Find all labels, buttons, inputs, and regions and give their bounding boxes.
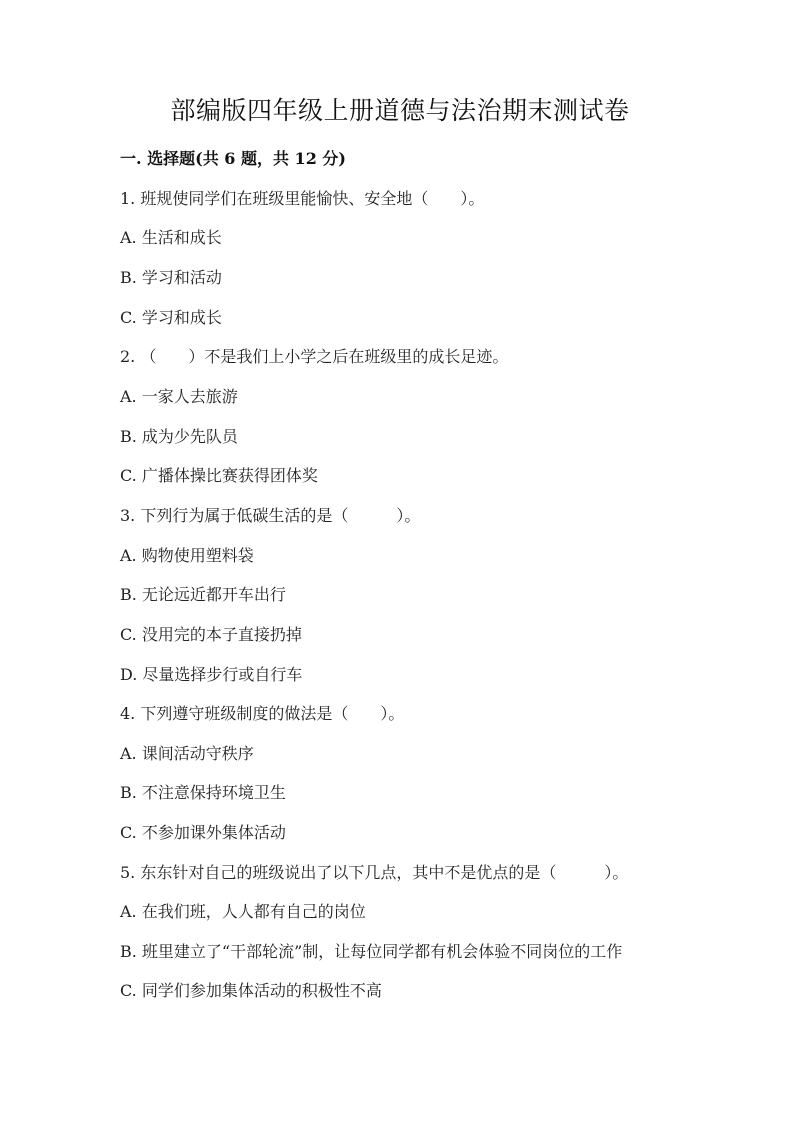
question-5-option-c: C. 同学们参加集体活动的积极性不高: [120, 981, 382, 1000]
question-1-option-a: A. 生活和成长: [120, 228, 222, 247]
question-5-option-b: B. 班里建立了“干部轮流”制，让每位同学都有机会体验不同岗位的工作: [120, 942, 623, 961]
question-2-stem: 2. （ ）不是我们上小学之后在班级里的成长足迹。: [120, 347, 509, 366]
question-3-option-c: C. 没用完的本子直接扔掉: [120, 625, 302, 644]
question-5-stem: 5. 东东针对自己的班级说出了以下几点，其中不是优点的是（ ）。: [120, 863, 629, 882]
question-4-stem: 4. 下列遵守班级制度的做法是（ ）。: [120, 704, 405, 723]
question-2-option-a: A. 一家人去旅游: [120, 387, 238, 406]
question-3-stem: 3. 下列行为属于低碳生活的是（ ）。: [120, 506, 421, 525]
question-1-option-b: B. 学习和活动: [120, 268, 222, 287]
question-2-option-c: C. 广播体操比赛获得团体奖: [120, 466, 318, 485]
question-3-option-d: D. 尽量选择步行或自行车: [120, 665, 303, 684]
question-3-option-b: B. 无论远近都开车出行: [120, 585, 286, 604]
question-4-option-c: C. 不参加课外集体活动: [120, 823, 286, 842]
section-heading: 一. 选择题(共 6 题，共 12 分): [120, 149, 346, 168]
question-4-option-a: A. 课间活动守秩序: [120, 744, 254, 763]
question-2-option-b: B. 成为少先队员: [120, 427, 238, 446]
page-title: 部编版四年级上册道德与法治期末测试卷: [170, 96, 630, 125]
question-5-option-a: A. 在我们班，人人都有自己的岗位: [120, 902, 366, 921]
question-4-option-b: B. 不注意保持环境卫生: [120, 783, 286, 802]
question-1-option-c: C. 学习和成长: [120, 308, 222, 327]
question-3-option-a: A. 购物使用塑料袋: [120, 546, 254, 565]
question-1-stem: 1. 班规使同学们在班级里能愉快、安全地（ ）。: [120, 189, 485, 208]
